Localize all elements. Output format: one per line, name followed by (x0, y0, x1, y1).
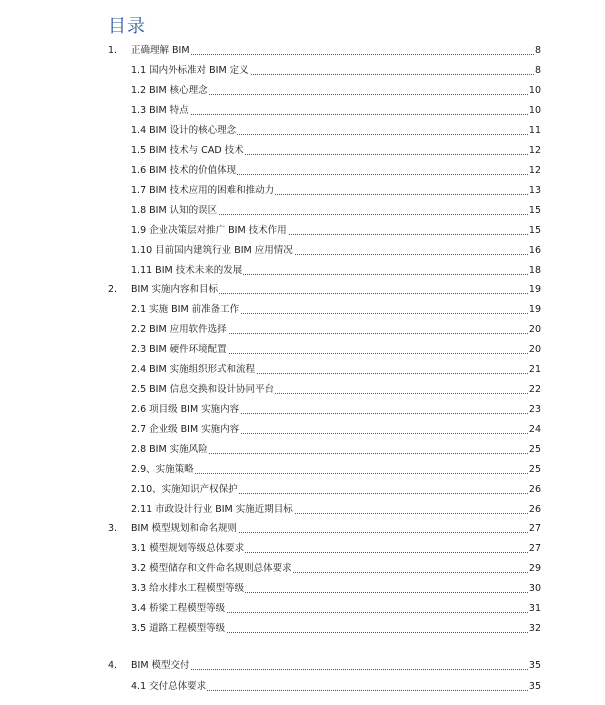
toc-section-entry[interactable] (0, 582, 606, 596)
toc-entry-page: 35 (528, 660, 541, 671)
toc-entry-page: 10 (528, 105, 541, 116)
toc-entry-text: 正确理解 BIM (131, 45, 190, 56)
toc-entry-page: 15 (528, 225, 541, 236)
toc-entry-number: 2. (108, 284, 118, 295)
toc-entry-text: 1.10 目前国内建筑行业 BIM 应用情况 (131, 245, 293, 256)
toc-entry-page: 30 (528, 583, 541, 594)
toc-entry-text: BIM 模型规划和命名规则 (131, 523, 238, 534)
toc-section-entry[interactable] (0, 343, 606, 357)
toc-entry-number: 1. (108, 45, 118, 56)
toc-entry-page: 25 (528, 464, 541, 475)
toc-section-entry[interactable] (0, 164, 606, 178)
toc-entry-page: 12 (528, 165, 541, 176)
toc-entry-text: 2.10、实施知识产权保护 (131, 484, 238, 495)
toc-entry-page: 24 (528, 424, 541, 435)
toc-section-entry[interactable] (0, 363, 606, 377)
toc-entry-text: 2.9、实施策略 (131, 464, 194, 475)
toc-section-entry[interactable] (0, 503, 606, 517)
toc-chapter-entry[interactable] (0, 659, 606, 673)
toc-entry-page: 20 (528, 344, 541, 355)
toc-entry-text: 1.2 BIM 核心理念 (131, 85, 208, 96)
toc-entry-text: 2.5 BIM 信息交换和设计协同平台 (131, 384, 275, 395)
toc-entry-text: 3.1 模型规划等级总体要求 (131, 543, 245, 554)
toc-entry-text: 3.5 道路工程模型等级 (131, 623, 226, 634)
toc-entry-page: 26 (528, 504, 541, 515)
toc-entry-text: 2.3 BIM 硬件环境配置 (131, 344, 227, 355)
toc-entry-text: 1.5 BIM 技术与 CAD 技术 (131, 145, 244, 156)
toc-entry-page: 21 (528, 364, 541, 375)
toc-entry-page: 15 (528, 205, 541, 216)
toc-entry-page: 8 (534, 65, 541, 76)
toc-entry-number: 3. (108, 523, 118, 534)
toc-section-entry[interactable] (0, 423, 606, 437)
toc-entry-text: 4.1 交付总体要求 (131, 681, 207, 692)
toc-entry-page: 31 (528, 603, 541, 614)
toc-entry-page: 20 (528, 324, 541, 335)
toc-entry-text: 2.1 实施 BIM 前准备工作 (131, 304, 240, 315)
toc-section-entry[interactable] (0, 542, 606, 556)
toc-entry-text: 3.2 模型储存和文件命名规则总体要求 (131, 563, 292, 574)
toc-section-entry[interactable] (0, 622, 606, 636)
toc-chapter-entry[interactable] (0, 283, 606, 297)
toc-section-entry[interactable] (0, 104, 606, 118)
toc-entry-text: 1.9 企业决策层对推广 BIM 技术作用 (131, 225, 287, 236)
toc-entry-page: 35 (528, 681, 541, 692)
toc-section-entry[interactable] (0, 144, 606, 158)
toc-entry-page: 16 (528, 245, 541, 256)
toc-entry-text: 2.7 企业级 BIM 实施内容 (131, 424, 240, 435)
toc-leader-dots (131, 54, 540, 55)
toc-entry-text: 2.4 BIM 实施组织形式和流程 (131, 364, 256, 375)
toc-section-entry[interactable] (0, 323, 606, 337)
toc-entry-number: 4. (108, 660, 118, 671)
toc-entry-text: 3.4 桥梁工程模型等级 (131, 603, 226, 614)
toc-chapter-entry[interactable] (0, 522, 606, 536)
toc-entry-page: 8 (534, 45, 541, 56)
toc-entry-page: 18 (528, 265, 541, 276)
toc-section-entry[interactable] (0, 244, 606, 258)
toc-entry-text: 1.3 BIM 特点 (131, 105, 189, 116)
toc-entry-page: 29 (528, 563, 541, 574)
toc-section-entry[interactable] (0, 443, 606, 457)
toc-section-entry[interactable] (0, 680, 606, 694)
toc-entry-text: 1.11 BIM 技术未来的发展 (131, 265, 243, 276)
toc-entry-page: 19 (528, 284, 541, 295)
toc-entry-page: 19 (528, 304, 541, 315)
toc-entry-page: 10 (528, 85, 541, 96)
toc-entry-page: 27 (528, 523, 541, 534)
toc-entry-text: 2.6 项目级 BIM 实施内容 (131, 404, 240, 415)
toc-entry-text: 1.7 BIM 技术应用的困难和推动力 (131, 185, 275, 196)
toc-entry-text: 1.4 BIM 设计的核心理念 (131, 125, 237, 136)
toc-entry-page: 32 (528, 623, 541, 634)
toc-section-entry[interactable] (0, 264, 606, 278)
toc-section-entry[interactable] (0, 224, 606, 238)
toc-leader-dots (131, 669, 540, 670)
toc-section-entry[interactable] (0, 64, 606, 78)
toc-section-entry[interactable] (0, 84, 606, 98)
toc-entry-text: 1.6 BIM 技术的价值体现 (131, 165, 237, 176)
toc-entry-page: 12 (528, 145, 541, 156)
toc-section-entry[interactable] (0, 403, 606, 417)
toc-section-entry[interactable] (0, 562, 606, 576)
toc-entry-text: 2.8 BIM 实施风险 (131, 444, 208, 455)
toc-section-entry[interactable] (0, 184, 606, 198)
toc-section-entry[interactable] (0, 124, 606, 138)
toc-section-entry[interactable] (0, 303, 606, 317)
toc-section-entry[interactable] (0, 463, 606, 477)
toc-title: 目录 (108, 16, 146, 37)
toc-entry-text: BIM 模型交付 (131, 660, 190, 671)
toc-entry-page: 25 (528, 444, 541, 455)
toc-entry-text: 2.11 市政设计行业 BIM 实施近期目标 (131, 504, 293, 515)
toc-entry-page: 26 (528, 484, 541, 495)
toc-entry-page: 13 (528, 185, 541, 196)
toc-leader-dots (131, 114, 540, 115)
toc-entry-text: 1.1 国内外标准对 BIM 定义 (131, 65, 249, 76)
toc-entry-text: 1.8 BIM 认知的误区 (131, 205, 218, 216)
toc-entry-text: 3.3 给水排水工程模型等级 (131, 583, 245, 594)
toc-section-entry[interactable] (0, 483, 606, 497)
toc-entry-page: 27 (528, 543, 541, 554)
toc-entry-page: 23 (528, 404, 541, 415)
toc-section-entry[interactable] (0, 602, 606, 616)
toc-section-entry[interactable] (0, 204, 606, 218)
toc-entry-text: 2.2 BIM 应用软件选择 (131, 324, 227, 335)
toc-chapter-entry[interactable] (0, 44, 606, 58)
toc-entry-text: BIM 实施内容和目标 (131, 284, 219, 295)
toc-entry-page: 11 (528, 125, 541, 136)
toc-entry-page: 22 (528, 384, 541, 395)
toc-section-entry[interactable] (0, 383, 606, 397)
